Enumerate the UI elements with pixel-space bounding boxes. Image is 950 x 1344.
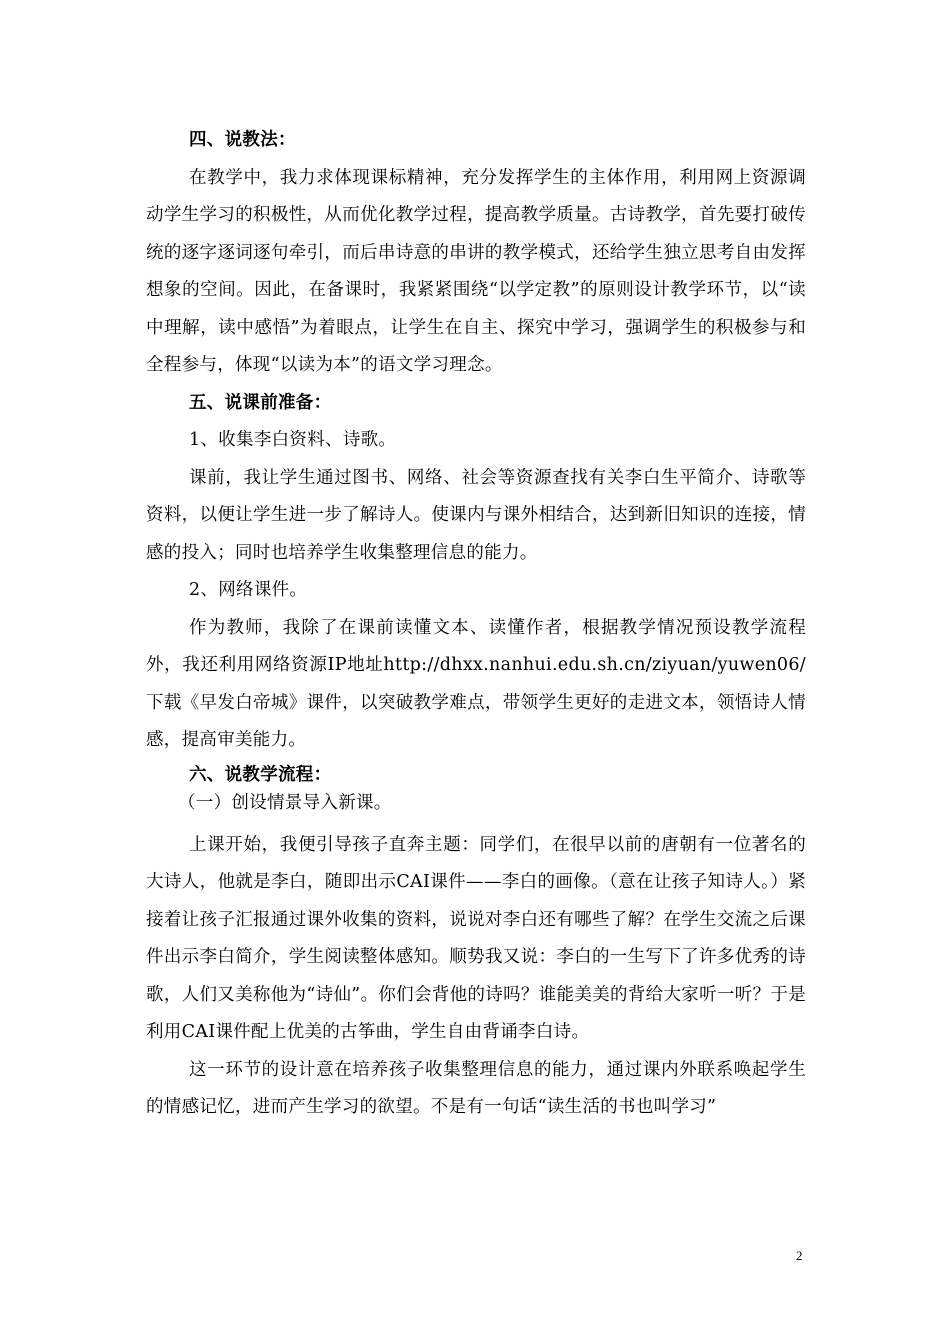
paragraph-courseware: 作为教师，我除了在课前读懂文本、读懂作者，根据教学情况预设教学流程外，我还利用网络资源IP地址http://dhxx.nanhui.edu.sh.cn/ziyuan/yuwen06/下载《早发白帝城》课件，以突破教学难点，带领学生更好的走进文本，领悟诗人情感，提高审美能力。: [146, 617, 806, 750]
section-heading-preparation: 五、说课前准备：: [189, 392, 332, 413]
section-heading-teaching-process: 六、说教学流程：: [189, 764, 332, 785]
document-body: [146, 122, 806, 1127]
paragraph-preparation-materials: 课前，我让学生通过图书、网络、社会等资源查找有关李白生平简介、诗歌等资料，以便让学生进一步了解诗人。使课内与课外相结合，达到新旧知识的连接，情感的投入；同时也培养学生收集整理信息的能力。: [146, 467, 806, 563]
list-item-network-courseware: 2、网络课件。: [189, 580, 308, 600]
page-number: 2: [796, 1248, 803, 1263]
paragraph-lesson-start: 上课开始，我便引导孩子直奔主题：同学们，在很早以前的唐朝有一位著名的大诗人，他就是李白，随即出示CAI课件——李白的画像。（意在让孩子知诗人。）紧接着让孩子汇报通过课外收集的资料，说说对李白还有哪些了解？在学生交流之后课件出示李白简介，学生阅读整体感知。顺势我又说：李白的一生写下了许多优秀的诗歌，人们又美称他为“诗仙”。你们会背他的诗吗？谁能美美的背给大家听一听？于是利用CAI课件配上优美的古筝曲，学生自由背诵李白诗。: [146, 834, 806, 1042]
list-item-collect-materials: 1、收集李白资料、诗歌。: [189, 430, 397, 450]
subheading-intro: （一）创设情景导入新课。: [178, 792, 392, 813]
paragraph-design-intent: 这一环节的设计意在培养孩子收集整理信息的能力，通过课内外联系唤起学生的情感记忆，进而产生学习的欲望。不是有一句话“读生活的书也叫学习”: [146, 1059, 806, 1117]
section-heading-teaching-method: 四、说教法：: [189, 130, 296, 150]
paragraph-teaching-method: 在教学中，我力求体现课标精神，充分发挥学生的主体作用，利用网上资源调动学生学习的积极性，从而优化教学过程，提高教学质量。古诗教学，首先要打破传统的逐字逐词逐句牵引，而后串诗意的串讲的教学模式，还给学生独立思考自由发挥想象的空间。因此，在备课时，我紧紧围绕“以学定教”的原则设计教学环节，以“读中理解，读中感悟”为着眼点，让学生在自主、探究中学习，强调学生的积极参与和全程参与，体现“以读为本”的语文学习理念。: [146, 167, 806, 375]
